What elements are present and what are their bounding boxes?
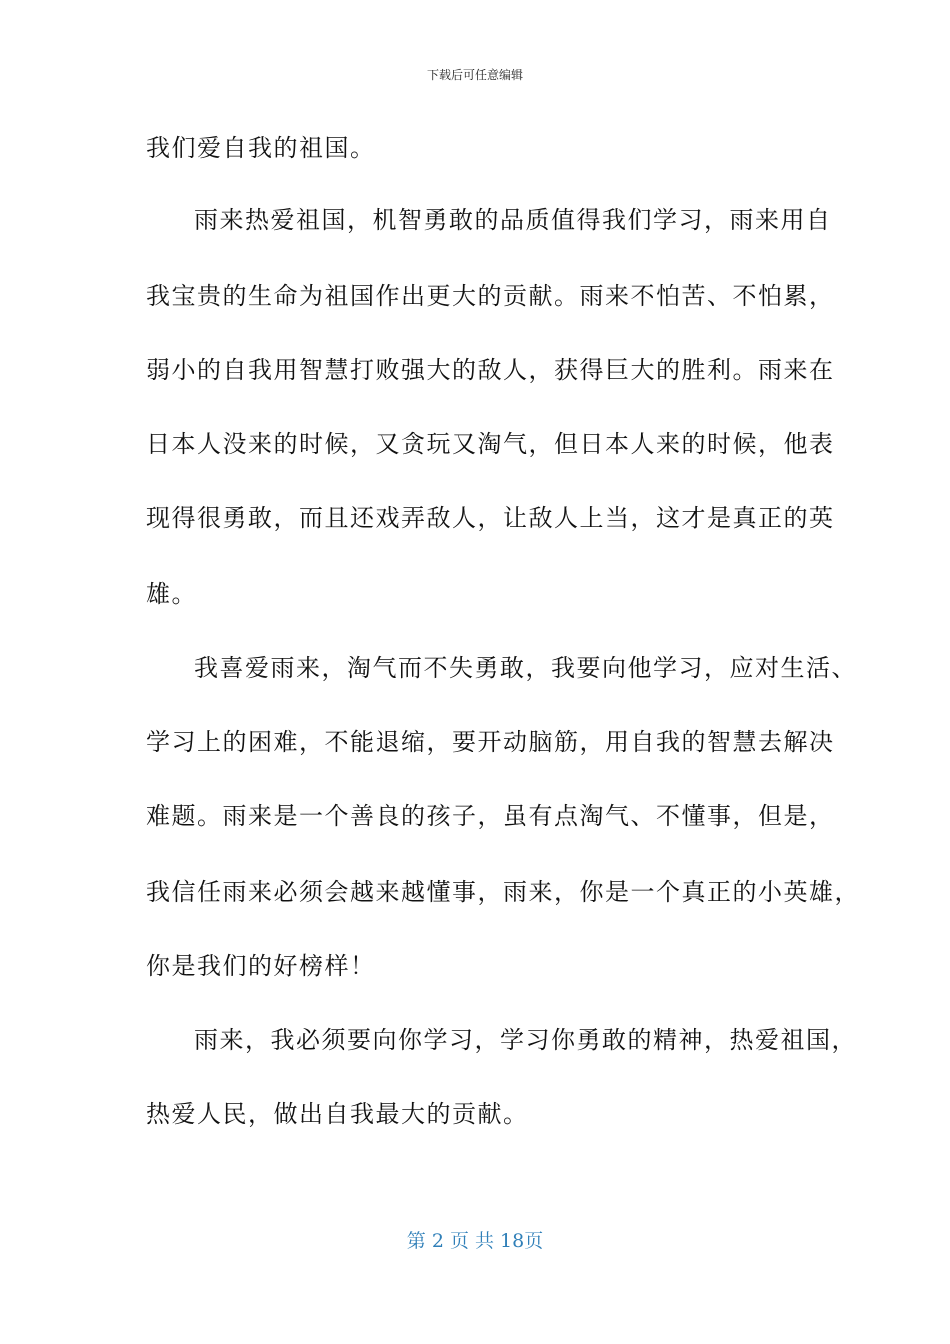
body-line: 日本人没来的时候，又贪玩又淘气，但日本人来的时候，他表	[146, 430, 835, 458]
body-line: 现得很勇敢，而且还戏弄敌人，让敌人上当，这才是真正的英	[146, 504, 835, 532]
body-line: 雄。	[146, 580, 197, 608]
body-line: 我们爱自我的祖国。	[146, 134, 376, 162]
paragraph-start-line: 雨来，我必须要向你学习，学习你勇敢的精神，热爱祖国，	[194, 1026, 857, 1054]
body-line: 学习上的困难，不能退缩，要开动脑筋，用自我的智慧去解决	[146, 728, 835, 756]
paragraph-start-line: 我喜爱雨来，淘气而不失勇敢，我要向他学习，应对生活、	[194, 654, 857, 682]
body-line: 弱小的自我用智慧打败强大的敌人，获得巨大的胜利。雨来在	[146, 356, 835, 384]
page-number-footer: 第 2 页 共 18页	[406, 1230, 544, 1252]
body-line: 我宝贵的生命为祖国作出更大的贡献。雨来不怕苦、不怕累，	[146, 282, 835, 310]
page-header: 下载后可任意编辑	[426, 68, 523, 82]
paragraph-start-line: 雨来热爱祖国，机智勇敢的品质值得我们学习，雨来用自	[194, 206, 832, 234]
body-line: 我信任雨来必须会越来越懂事，雨来，你是一个真正的小英雄，	[146, 878, 860, 906]
body-line: 你是我们的好榜样！	[146, 952, 376, 980]
body-line: 难题。雨来是一个善良的孩子，虽有点淘气、不懂事，但是，	[146, 802, 835, 830]
body-line: 热爱人民，做出自我最大的贡献。	[146, 1100, 529, 1128]
